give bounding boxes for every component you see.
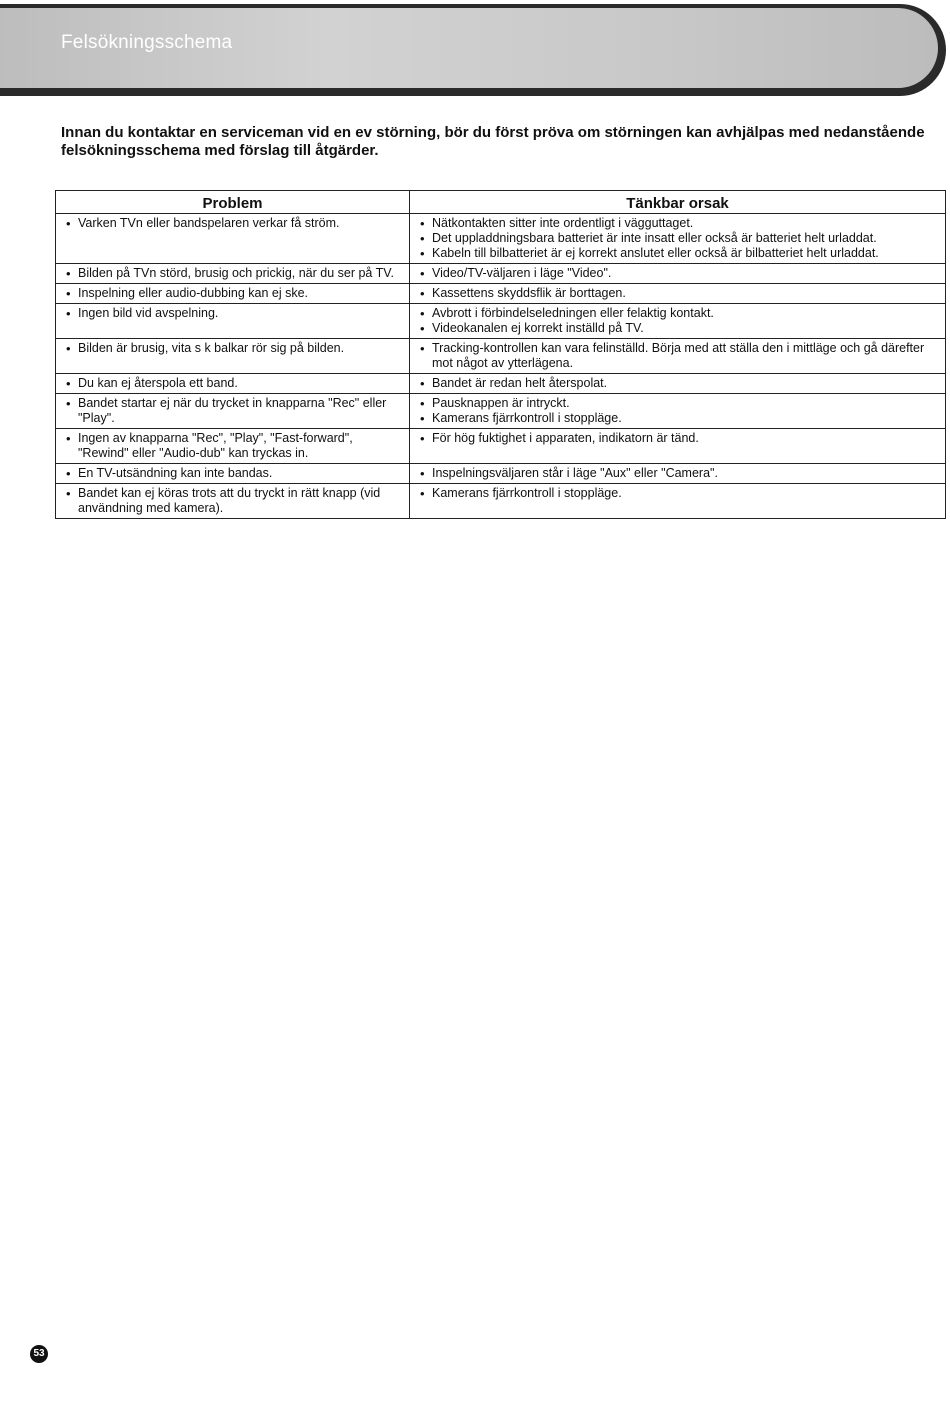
header-cause: Tänkbar orsak <box>410 191 946 214</box>
problem-text: • Bilden på TVn störd, brusig och prickig, när du ser på TV. <box>78 266 403 281</box>
problem-text: • Bandet startar ej när du trycket in knapparna "Rec" eller "Play". <box>78 396 403 426</box>
problem-text: • Bandet kan ej köras trots att du tryckt in rätt knapp (vid användning med kamera). <box>78 486 403 516</box>
problem-cell <box>56 484 410 519</box>
problem-text: • Inspelning eller audio-dubbing kan ej ske. <box>78 286 403 301</box>
cause-cell <box>410 284 946 304</box>
cause-cell <box>410 214 946 264</box>
cause-text: • Kamerans fjärrkontroll i stoppläge. <box>432 486 939 501</box>
problem-cell <box>56 214 410 264</box>
cause-cell <box>410 464 946 484</box>
cause-text: • Det uppladdningsbara batteriet är inte insatt eller också är batteriet helt urladdat. <box>432 231 939 246</box>
problem-cell <box>56 264 410 284</box>
problem-text: • Ingen bild vid avspelning. <box>78 306 403 321</box>
page-title: Felsökningsschema <box>61 32 233 53</box>
problem-text: • Du kan ej återspola ett band. <box>78 376 403 391</box>
problem-text: • Ingen av knapparna "Rec", "Play", "Fast-forward", "Rewind" eller "Audio-dub" kan tryckas in. <box>78 431 403 461</box>
cause-cell <box>410 304 946 339</box>
table-row <box>56 374 946 394</box>
table-row <box>56 484 946 519</box>
problem-cell <box>56 284 410 304</box>
cause-text: • Bandet är redan helt återspolat. <box>432 376 939 391</box>
problem-text: • En TV-utsändning kan inte bandas. <box>78 466 403 481</box>
cause-text: • Avbrott i förbindelseledningen eller felaktig kontakt. <box>432 306 939 321</box>
table-row <box>56 304 946 339</box>
cause-cell <box>410 264 946 284</box>
cause-text: • Kassettens skyddsflik är borttagen. <box>432 286 939 301</box>
cause-cell <box>410 394 946 429</box>
cause-cell <box>410 429 946 464</box>
table-row <box>56 264 946 284</box>
table-row <box>56 284 946 304</box>
problem-cell <box>56 339 410 374</box>
cause-cell <box>410 374 946 394</box>
problem-cell <box>56 394 410 429</box>
table-row <box>56 464 946 484</box>
cause-text: • För hög fuktighet i apparaten, indikatorn är tänd. <box>432 431 939 446</box>
problem-cell <box>56 429 410 464</box>
troubleshooting-table <box>55 190 946 519</box>
cause-cell <box>410 339 946 374</box>
problem-text: • Varken TVn eller bandspelaren verkar få ström. <box>78 216 403 231</box>
cause-text: • Kamerans fjärrkontroll i stoppläge. <box>432 411 939 426</box>
problem-cell <box>56 304 410 339</box>
table-row <box>56 394 946 429</box>
cause-text: • Video/TV-väljaren i läge "Video". <box>432 266 939 281</box>
cause-text: • Nätkontakten sitter inte ordentligt i vägguttaget. <box>432 216 939 231</box>
cause-text: • Inspelningsväljaren står i läge "Aux" eller "Camera". <box>432 466 939 481</box>
cause-text: • Kabeln till bilbatteriet är ej korrekt anslutet eller också är bilbatteriet helt urladdat. <box>432 246 939 261</box>
cause-cell <box>410 484 946 519</box>
cause-text: • Pausknappen är intryckt. <box>432 396 939 411</box>
table-header-row <box>56 191 946 214</box>
table-row <box>56 214 946 264</box>
cause-text: • Tracking-kontrollen kan vara felinställd. Börja med att ställa den i mittläge och gå därefter mot något av ytterlägena. <box>432 341 939 371</box>
table-row <box>56 429 946 464</box>
title-banner <box>0 4 946 96</box>
page-number: 53 <box>30 1345 48 1363</box>
intro-paragraph: Innan du kontaktar en serviceman vid en ev störning, bör du först pröva om störningen kan avhjälpas med nedanstående felsökningsschema med förslag till åtgärder. <box>61 124 925 159</box>
problem-cell <box>56 374 410 394</box>
problem-cell <box>56 464 410 484</box>
cause-text: • Videokanalen ej korrekt inställd på TV. <box>432 321 939 336</box>
table-row <box>56 339 946 374</box>
header-problem: Problem <box>56 191 410 214</box>
problem-text: • Bilden är brusig, vita s k balkar rör sig på bilden. <box>78 341 403 356</box>
